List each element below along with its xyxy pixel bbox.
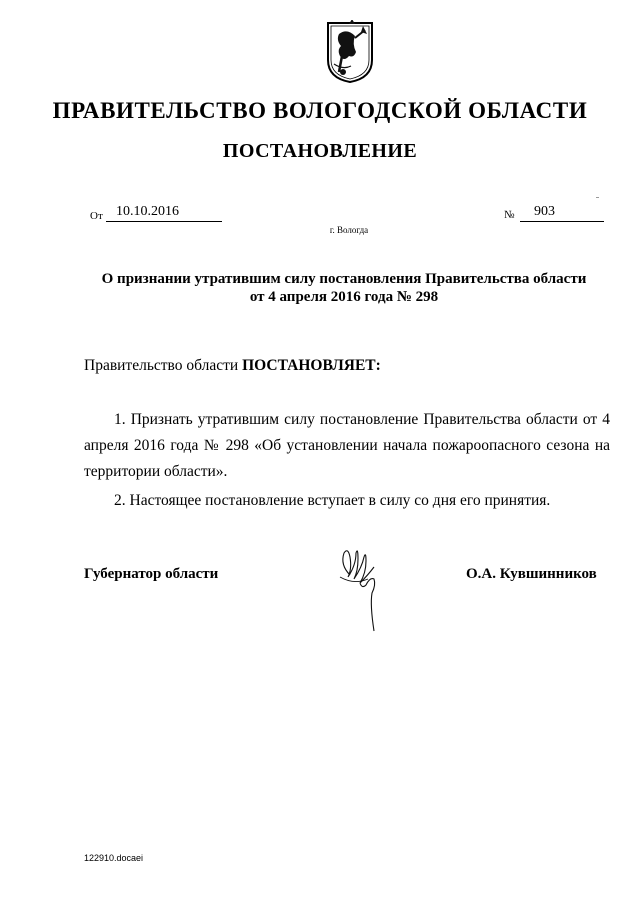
file-reference: 122910.docaei bbox=[84, 853, 144, 863]
document-subject bbox=[84, 270, 604, 306]
scan-mark bbox=[596, 197, 599, 198]
signer-title: Губернатор области bbox=[84, 566, 219, 582]
city: г. Вологда bbox=[329, 225, 369, 235]
handwritten-signature-icon bbox=[330, 545, 390, 633]
government-title: ПРАВИТЕЛЬСТВО ВОЛОГОДСКОЙ ОБЛАСТИ bbox=[52, 98, 588, 123]
document-date: 10.10.2016 bbox=[106, 204, 222, 222]
document-type: ПОСТАНОВЛЕНИЕ bbox=[222, 140, 418, 162]
subject-line-1: О признании утратившим силу постановления Правительства области bbox=[101, 271, 587, 287]
document-number: 903 bbox=[520, 204, 604, 222]
paragraph-2: 2. Настоящее постановление вступает в силу со дня его принятия. bbox=[114, 492, 551, 509]
preamble bbox=[84, 357, 381, 375]
preamble-text: Правительство области bbox=[84, 357, 243, 374]
number-prefix: № bbox=[504, 209, 515, 221]
vologda-coat-of-arms-icon bbox=[325, 20, 375, 84]
date-prefix: От bbox=[90, 210, 103, 222]
preamble-decree: ПОСТАНОВЛЯЕТ: bbox=[242, 357, 381, 374]
subject-line-2: от 4 апреля 2016 года № 298 bbox=[249, 289, 439, 305]
paragraph-1: 1. Признать утратившим силу постановление Правительства области от 4 апреля 2016 года № 298 «Об установлении начала пожароопасного сезона на территории области». bbox=[84, 411, 610, 480]
signer-name: О.А. Кувшинников bbox=[466, 566, 597, 582]
